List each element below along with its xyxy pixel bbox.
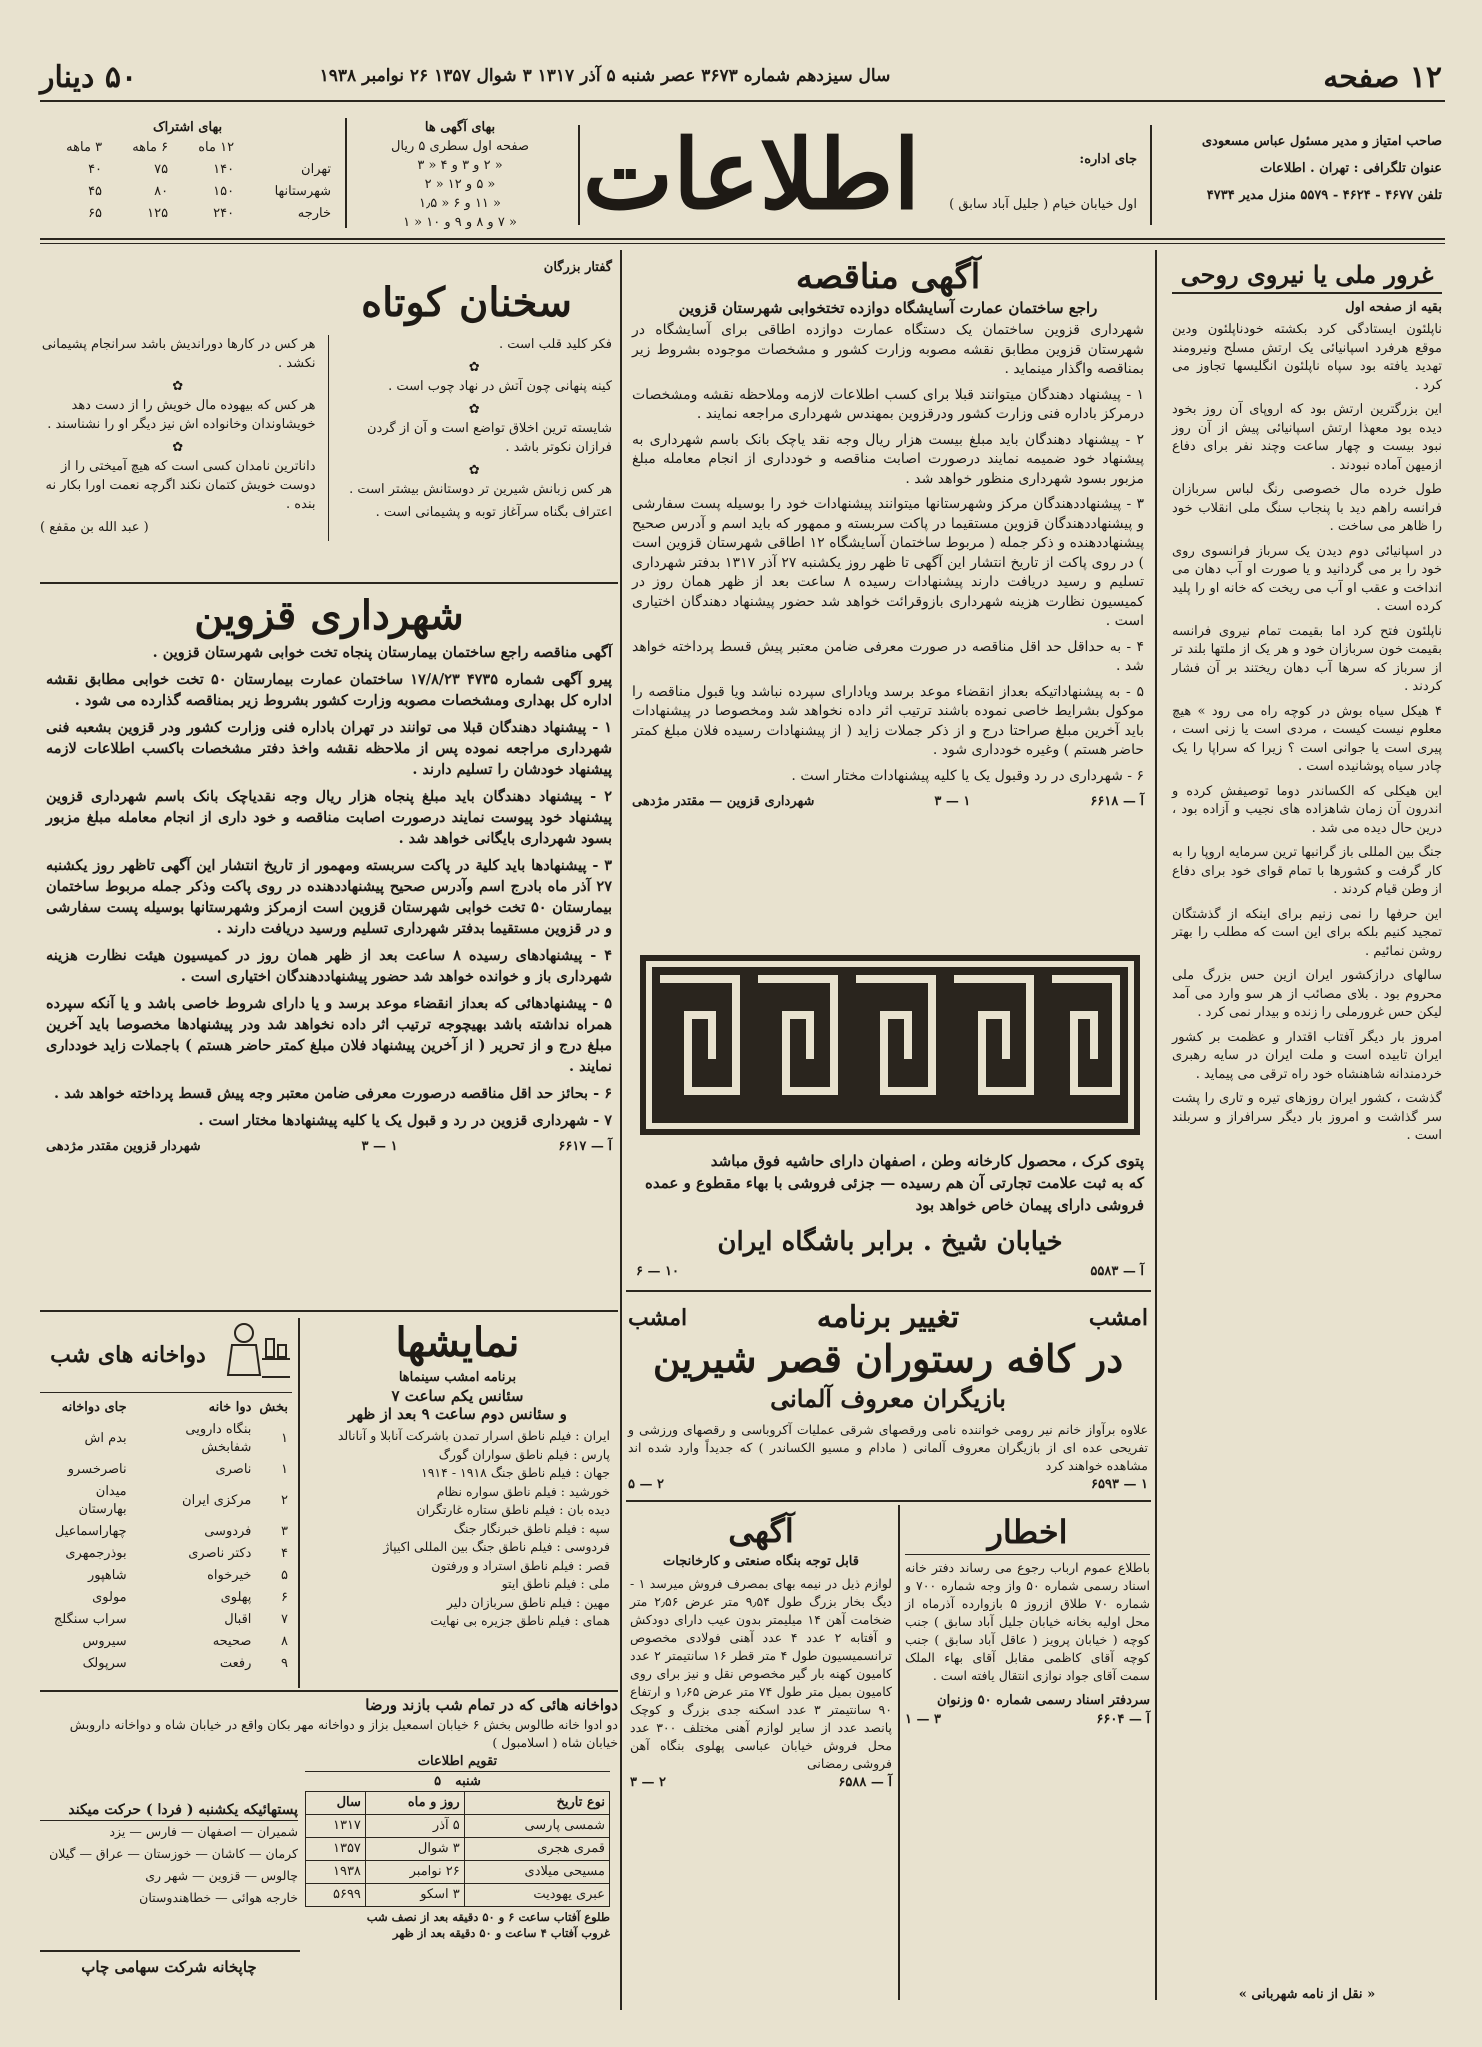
tender-code2: ۱ — ۳ — [934, 794, 971, 809]
article-subtitle: بقیه از صفحه اول — [1345, 300, 1442, 315]
cinema-listings — [305, 1318, 610, 1631]
article-paragraph: گذشت ، کشور ایران روزهای تیره و تاری را پشت سر گذاشت و امروز بار دیگر سرافراز و سربلند است . — [1172, 1091, 1442, 1143]
ad-rate-line: « ۱۱ و ۶ « ۱٫۵ — [419, 196, 501, 211]
saying: هر کس در کارها دوراندیش باشد سرانجام پشیمانی نکشد . — [41, 337, 316, 371]
pharmacy-table — [40, 1397, 292, 1675]
shows-subtitle: برنامه امشب سینماها — [398, 1370, 517, 1385]
ad-rates-title: بهای آگهی ها — [424, 120, 496, 135]
calendar-cell: ۲۶ نوامبر — [365, 1861, 464, 1884]
newspaper-title: اطلاعات — [582, 118, 920, 231]
blanket-text: که به ثبت علامت تجارتی آن هم رسیده — جزئی فروشی با بهاء مقطوع و عمده — [645, 1174, 1144, 1192]
cinema-listing: ایران : فیلم ناطق اسرار تمدن باشرکت آنابلا و آنانالد — [337, 1428, 610, 1443]
notice-body: لوازم ذیل در نیمه بهای بمصرف فروش میرسد ۱ - دیگ بخار بزرگ طول ۹٫۵۴ متر عرض ۲٫۵۶ متر ضخامت آهن ۱۴ میلیمتر بدون عیب دارای دودکش و آفتابه ۲ عدد ۴ عدد آهنی فولادی مخصوص ترانسمیسیون طول ۴ متر قطر ۱۶ سانتیمتر ۲ عدد کامیون کهنه بار گیر مخصوص نقل و نیز برای روی کامیون بمیل متر طول ۷۴ متر عرض ۱٫۶۵ و ارتفاع ۹۰ سانتیمتر ۳ عدد اسکنه جدی بزرگ و کوچک پانصد عدد از سایر لوازم آهنی مختلف ۳۰۰ عدد محل فروش خیابان عباسی پهلوی بنگاه آهن فروشی رمضانی — [630, 1576, 893, 1771]
blanket-text: پتوی کرک ، محصول کارخانه وطن ، اصفهان دارای حاشیه فوق مباشد — [710, 1152, 1144, 1170]
tender-ad — [632, 255, 1144, 811]
sub-cell: ۱۲۵ — [147, 206, 169, 221]
pharmacy-cell: سرپولک — [82, 1656, 127, 1671]
warning-code2: ۳ — ۱ — [905, 1712, 942, 1727]
notice-title: آگهی — [728, 1512, 794, 1550]
subscription-title: بهای اشتراک — [152, 120, 223, 135]
sub-cell: ۴۰ — [88, 162, 103, 177]
sub-header: ۶ ماهه — [132, 140, 169, 155]
cafe-code2: ۲ — ۵ — [628, 1477, 665, 1492]
pharmacy-cell: سیروس — [82, 1634, 127, 1649]
cafe-tonight: امشب — [1088, 1304, 1148, 1331]
qazvin-clause: ۱ - پیشنهاد دهندگان قبلا می توانند در تهران باداره فنی وزارت کشور ودر قزوین بشعبه فنی شهرداری مراجعه نموده پس از ملاحظه نقشه واخذ دفتر مشخصات باکسب اطلاعات لازمه پیشنهاد خودشان را تسلیم دارند . — [46, 719, 612, 778]
cinema-listing: مهین : فیلم ناطق سربازان دلیر — [446, 1594, 610, 1610]
cinema-listing: دیده بان : فیلم ناطق ستاره غارتگران — [416, 1502, 610, 1517]
calendar-day-num: ۵ — [434, 1774, 442, 1789]
pharmacy-cell: رفعت — [219, 1656, 252, 1671]
notice-subtitle: قابل توجه بنگاه صنعتی و کارخانجات — [662, 1554, 859, 1569]
qazvin-municipality-ad — [46, 590, 612, 1156]
saying: کینه پنهانی چون آتش در نهاد چوب است . — [388, 379, 612, 394]
greek-key-icon — [640, 955, 1140, 1135]
cafe-ad — [628, 1300, 1148, 1494]
article-paragraph: این حرفها را نمی زنیم برای اینکه از گذشتگان تمجید کنیم بلکه برای این است که مطلب را بهتر روشن نمائیم . — [1172, 906, 1442, 959]
pharmacy-row — [40, 1653, 292, 1675]
pharmacy-cell: ۵ — [281, 1568, 288, 1583]
article-paragraph: این هیکلی که الکساندر دوما توصیفش کرده و اندرون آن زمان شاهزاده های نجیب و آزاده بود ، درین حال دیده می شد . — [1172, 783, 1442, 836]
tender-clause: شهرداری قزوین ساختمان یک دستگاه عمارت دوازده اطاقی برای آسایشگاه در شهرستان قزوین مطابق نقشه مصوبه وزارت کشور و مشخصات موجوده بشروط زیر بمناقصه واگذار مینماید . — [632, 322, 1144, 377]
cafe-change: تغییر برنامه — [816, 1300, 960, 1335]
tender-title: آگهی مناقصه — [795, 257, 981, 297]
post-route: چالوس — قزوین — شهر ری — [145, 1868, 298, 1883]
article-paragraph: ناپلئون ایستادگی کرد بکشته خودناپلئون ودین موقع هرفرد اسپانیائی یک ارتش مسلح ونیرومند تهدید یافته بود سپاه ناپلئون انگلیسها تجاوز می کرد . — [1172, 322, 1442, 393]
warning-ad — [905, 1510, 1150, 1729]
night-pharmacies — [40, 1318, 292, 1675]
all-night-pharmacies — [40, 1694, 618, 1752]
post-route: خارجه هوائی — خطاهندوستان — [139, 1890, 298, 1905]
saying-attribution: ( عبد الله بن مقفع ) — [40, 520, 149, 535]
post-departures — [40, 1800, 298, 1909]
tender-code: آ — ۶۶۱۸ — [1090, 794, 1144, 809]
date-line: سال سیزدهم شماره ۳۶۷۳ عصر شنبه ۵ آذر ۱۳۱۷ ۳ شوال ۱۳۵۷ ۲۶ نوامبر ۱۹۳۸ — [319, 66, 891, 86]
pharmacy-cell: ۱ — [281, 1462, 288, 1477]
calendar-header: نوع تاریخ — [464, 1792, 609, 1815]
shows-times: سئانس یکم ساعت ۷ — [391, 1387, 524, 1405]
cafe-code: ۱ — ۶۵۹۳ — [1091, 1477, 1148, 1492]
pharmacy-row — [40, 1481, 292, 1521]
sub-cell: خارجه — [297, 206, 331, 221]
cinema-listing: ملی : فیلم ناطق ایتو — [501, 1576, 610, 1591]
post-route: شمیران — اصفهان — فارس — یزد — [109, 1824, 298, 1839]
pharmacy-header: دوا خانه — [208, 1400, 252, 1415]
owner-block — [1192, 132, 1442, 205]
pharmacy-cell: شاهپور — [88, 1568, 127, 1583]
calendar-cell: ۳ شوال — [365, 1838, 464, 1861]
cinema-listing: فردوسی : فیلم ناطق جنگ بین المللی اکیپاژ — [383, 1539, 610, 1554]
sub-cell: تهران — [301, 162, 331, 177]
saying: هر کس زبانش شیرین تر دوستانش بیشتر است . — [349, 482, 612, 497]
tender-intro: راجع ساختمان عمارت آسایشگاه دوازده تختخوابی شهرستان قزوین — [678, 299, 1098, 317]
cafe-subtitle: بازیگران معروف آلمانی — [770, 1384, 1006, 1413]
sub-header: ۳ ماهه — [66, 140, 103, 155]
pharmacy-cell: ۳ — [281, 1524, 288, 1539]
pharmacy-cell: ۱ — [281, 1431, 288, 1446]
qazvin-code: آ — ۶۶۱۷ — [558, 1139, 612, 1154]
pharmacy-cell: ۶ — [281, 1590, 288, 1605]
tender-clause: ۶ - شهرداری در رد وقبول یک یا کلیه پیشنهادات مختار است . — [791, 767, 1144, 784]
calendar-cell: ۵۶۹۹ — [306, 1884, 366, 1907]
ad-rate-line: « ۵ و ۱۲ « ۲ — [424, 177, 496, 192]
sayings-kicker: گفتار بزرگان — [543, 260, 612, 275]
pharmacy-cell: ناصرخسرو — [67, 1462, 127, 1477]
sub-header — [238, 137, 335, 159]
article-paragraph: ناپلئون فتح کرد اما بقیمت تمام نیروی فرانسه بقیمت خون سربازان خود و هر یک از ملتها بلند تر از سرباز که سرها آب دهان ریختند بر آن فشار کردند . — [1172, 623, 1442, 694]
sub-cell: ۷۵ — [154, 162, 169, 177]
article-paragraph: ۴ هیکل سیاه بوش در کوچه راه می رود » هیچ معلوم نیست کیست ، مردی است یا زنی است ، پیری است یا جوانی است ؟ زیرا که سراپا را یک چادر سیاه پوشانیده است . — [1172, 703, 1442, 774]
sub-cell: ۸۰ — [154, 184, 169, 199]
owner-line: صاحب امتیاز و مدیر مسئول عباس مسعودی — [1201, 134, 1442, 149]
blanket-code: آ — ۵۵۸۳ — [1090, 1264, 1144, 1279]
cinema-listing: سپه : فیلم ناطق خبرنگار جنگ — [453, 1520, 610, 1536]
qazvin-title: شهرداری قزوین — [194, 592, 464, 639]
calendar-cell: ۱۹۳۸ — [306, 1861, 366, 1884]
calendar-cell: عبری یهودیت — [464, 1884, 609, 1907]
qazvin-clause: ۳ - پیشنهادها باید کلیة در پاکت سربسته ومهمور از تاریخ انتشار این آگهی تاظهر روز یکشنبه ۲۷ آذر ماه بادرج اسم وآدرس صحیح پیشنهاددهنده در روی پاکت وذکر جمله مربوط ساختمان بیمارستان ۵۰ تخت خوابی شهرستان قزوین است ازمرکز وشهرستانها بوسیله پست سفارشی و در قزوین مستقیما بدفتر شهرداری تسلیم ورسید دریافت دارند . — [46, 857, 612, 937]
calendar-title: تقویم اطلاعات — [305, 1752, 610, 1772]
pharmacy-row — [40, 1543, 292, 1565]
article-paragraph: این بزرگترین ارتش بود که اروپای آن روز بخود دیده بود معهذا ارتش اسپانیائی پیش از آن روز نبود بیست و چهار ساعت وچند نفر برای دفاع ازمیهن آماده نبودند . — [1172, 402, 1442, 473]
pharmacy-cell: ۲ — [281, 1493, 288, 1508]
qazvin-clause: ۶ - بحائز حد اقل مناقصه درصورت معرفی ضامن معتبر وجه پیش قسط پرداخته خواهد شد . — [54, 1085, 612, 1102]
warning-title: اخطار — [905, 1510, 1150, 1555]
article-footer: « نقل از نامه شهربانی » — [1238, 1987, 1376, 2002]
cinema-listing: خورشید : فیلم ناطق سواره نظام — [436, 1483, 610, 1499]
calendar-row — [306, 1838, 610, 1861]
calendar-row — [306, 1884, 610, 1907]
qazvin-clause: ۵ - پیشنهادهائی که بعداز انقضاء موعد برسد و یا دارای شروط خاصی باشد و یا آنکه سپرده همراه نداشته باشد بهیچوجه ترتیب اثر داده نخواهد شد ودر پیشنهادها مخصوصا باید آخرین مبلغ درج و از تحریر ( از آخرین پیشنهاد فلان مبلغ کمتر حاضر هستم ) باجملات زاید خودداری نمایند . — [46, 995, 612, 1075]
pharmacy-cell: ۴ — [281, 1546, 288, 1561]
pharmacy-row — [40, 1609, 292, 1631]
post-route: کرمان — کاشان — خوزستان — عراق — گیلان — [49, 1846, 298, 1861]
shows-times: و سئانس دوم ساعت ۹ بعد از ظهر — [348, 1405, 567, 1423]
qazvin-signature: شهردار قزوین مقتدر مژدهی — [46, 1139, 201, 1154]
sayings-title: سخنان کوتاه — [361, 279, 572, 326]
cinema-listing: همای : فیلم ناطق جزیره بی نهایت — [430, 1613, 610, 1628]
pharmacist-icon — [222, 1319, 292, 1391]
qazvin-clause: ۴ - پیشنهادهای رسیده ۸ ساعت بعد از ظهر همان روز در کمیسیون هیئت نظارت هزینه شهرداری باز و خوانده خواهد شد حضور پیشنهاددهندگان اختیاری است . — [46, 947, 613, 985]
pharmacy-cell: ۹ — [281, 1656, 288, 1671]
pharmacy-cell: خیرخواه — [207, 1568, 252, 1583]
ad-rates — [355, 118, 565, 232]
tender-clause: ۲ - پیشنهاد دهندگان باید مبلغ بیست هزار ریال وجه نقد یاچک بانک باسم شهرداری به پیشنهاد خود ضمیمه نمایند درصورت اصابت مناقصه و خودداری از انجام معامله مبلغ مزبور بسود شهرداری منظور خواهد شد . — [632, 431, 1144, 487]
article-paragraph: امروز بار دیگر آفتاب اقتدار و عظمت بر کشور ایران تابیده است و ملت ایران در سایه رهبری خردمندانه شاهنشاه خود راه ترقی می پیماید . — [1172, 1029, 1442, 1082]
pharmacy-row — [40, 1565, 292, 1587]
tender-clause: ۵ - به پیشنهاداتیکه بعداز انقضاء موعد برسد ویادارای سپرده نباشد ویا قبول مناقصه را موکول بشرایط خاصی نموده باشند ترتیب اثر داده نخواهد شد ومخصوصا در پیشنهادات باید آخرین مبلغ صراحتا درج و از ذکر جملات زاید ( از پیشنهادات رسیده فلان مبلغ کمتر حاضر هستم ) وغیره خودداری شود . — [632, 683, 1144, 758]
post-title: پستهائیکه یکشنبه ( فردا ) حرکت میکند — [40, 1800, 298, 1821]
article-paragraph: جنگ بین المللی باز گرانبها ترین سرمایه اروپا را به کار گرفت و کشورها با تمام قوای خود برای دفاع از وطن قیام کردند . — [1172, 845, 1442, 897]
warning-signature: سردفتر اسناد رسمی شماره ۵۰ وزنوان — [937, 1693, 1150, 1708]
article-paragraph: در اسپانیائی دوم دیدن یک سرباز فرانسوی روی خود را بر می گردانید و یا صورت او آب دهان می انداخت و عقب او آب می ریخت که خانه او را پلید کرده است . — [1172, 543, 1442, 614]
pharmacy-cell: مولوی — [92, 1590, 127, 1605]
qazvin-clause: ۲ - پیشنهاد دهندگان باید مبلغ پنجاه هزار ریال وجه نقدیاچک بانک باسم شهرداری قزوین پیشنهاد خود پیوست نمایند درصورت اصابت مناقصه و خود داری از انجام معامله مبلغ مزبور بسود شهرداری بایگانی خواهد شد . — [46, 788, 612, 847]
pharmacy-cell: بنگاه دارویی شفابخش — [185, 1422, 252, 1455]
ad-rate-line: « ۲ و ۳ و ۴ « ۳ — [417, 158, 503, 173]
printer-credit: چاپخانه شرکت سهامی چاپ — [81, 1958, 257, 1976]
short-sayings: گفتار بزرگان سخنان کوتاه فکر کلید قلب است . ✿ کینه پنهانی چون آتش در نهاد چوب است . ✿ شایسته ترین اخلاق تواضع است و آن از گردن فرازان نکوتر باشد . ✿ هر کس زبانش شیرین تر دوستانش بیشتر است . اعتراف بگناه سرآغاز توبه و پشیمانی است . هر کس در کارها دوراندیش باشد سرانجام پشیمانی نکشد . ✿ هر کس که بیهوده مال خویش را از دست دهد خویشاوندان وخانواده اش نیز دیگر او را نشناسند . ✿ داناترین نامدان کسی است که هیچ آمیختی را از دوست خویش کتمان نکند اگرچه نعمت اورا بکار نه بنده . ( عبد الله بن مقفع ) — [40, 258, 612, 541]
office-label: جای اداره: — [1079, 152, 1137, 167]
ad-rate-line: « ۷ و ۸ و ۹ و ۱۰ « ۱ — [403, 215, 517, 230]
owner-line: عنوان تلگرافی : تهران . اطلاعات — [1259, 161, 1442, 176]
pharmacy-row — [40, 1419, 292, 1459]
blanket-code2: ۱۰ — ۶ — [636, 1264, 680, 1279]
pharmacy-banner: دواخانه های شب — [50, 1342, 206, 1368]
saying: شایسته ترین اخلاق تواضع است و آن از گردن فرازان نکوتر باشد . — [366, 421, 612, 455]
calendar-cell: ۳ اسکو — [365, 1884, 464, 1907]
calendar-row — [306, 1815, 610, 1838]
tender-signature: شهرداری قزوین — مقتدر مژدهی — [632, 794, 815, 809]
sub-cell: ۴۵ — [88, 184, 103, 199]
calendar-sunset: غروب آفتاب ۴ ساعت و ۵۰ دقیقه بعد از ظهر — [392, 1926, 610, 1940]
machinery-notice-ad — [630, 1510, 892, 1792]
calendar-table — [305, 1791, 610, 1907]
pharmacy-header: جای دواخانه — [61, 1400, 127, 1415]
pharmacy-cell: مرکزی ایران — [182, 1493, 252, 1508]
calendar-cell: قمری هجری — [464, 1838, 609, 1861]
calendar-header: روز و ماه — [365, 1792, 464, 1815]
page-number: ۱۲ صفحه — [1323, 60, 1442, 95]
cafe-title: در کافه رستوران قصر شیرین — [652, 1336, 1124, 1381]
greek-key-ornament — [640, 955, 1140, 1135]
ad-rate-line: صفحه اول سطری ۵ ریال — [390, 139, 530, 154]
saying: اعتراف بگناه سرآغاز توبه و پشیمانی است . — [375, 505, 612, 520]
calendar-day: شنبه — [455, 1774, 481, 1789]
sub-header: ۱۲ ماه — [198, 140, 235, 155]
pharmacy-cell: میدان بهارستان — [78, 1484, 127, 1517]
calendar-box — [305, 1752, 610, 1941]
blanket-text: فروشی دارای پیمان خاص خواهد بود — [915, 1196, 1144, 1214]
calendar-cell: ۵ آذر — [365, 1815, 464, 1838]
calendar-cell: شمسی پارسی — [464, 1815, 609, 1838]
office-address: اول خیابان خیام ( جلیل آباد سابق ) — [949, 197, 1137, 212]
sub-cell: شهرستانها — [274, 184, 331, 199]
calendar-header: سال — [306, 1792, 366, 1815]
qazvin-code2: ۱ — ۳ — [361, 1139, 398, 1154]
owner-line: تلفن ۴۶۷۷ - ۴۶۲۴ - ۵۵۷۹ منزل مدیر ۴۷۳۴ — [1206, 188, 1442, 203]
blanket-address: خیابان شیخ . برابر باشگاه ایران — [717, 1227, 1063, 1257]
pharmacy-cell: اقبال — [224, 1612, 252, 1627]
pharmacy-cell: سراب سنگلج — [53, 1612, 127, 1627]
tender-clause: ۳ - پیشنهاددهندگان مرکز وشهرستانها میتوانند پیشنهادات خود را بوسیله پست سفارشی و پیشنهاددهندگان قزوین مستقیما در پاکت سربسته و ممهور که باید اسم و آدرس صحیح پیشنهاددهنده و ذکر جمله ( مربوط ساختمان آسایشگاه ۱۲ اطاقی شهرستان قزوین است ) در روی پاکت از تاریخ انتشار این آگهی تا ظهر روز یکشنبه ۲۷ آذر ۱۳۱۷ بدفتر شهرداری تسلیم و رسید دریافت دارند پیشنهادات رسیده ۸ ساعت بعد از ظهر همان روز در کمیسیون نظارت هزینه شهرداری بازوقرائت خواهد شد حضور پیشنهاد دهندگان اختیاری است . — [632, 496, 1144, 629]
pharmacy-cell: صحیحه — [212, 1634, 252, 1649]
pharmacy-row — [40, 1521, 292, 1543]
all-night-title: دواخانه هائی که در تمام شب بازند ورضا — [365, 1696, 618, 1714]
article-national-pride — [1172, 258, 1442, 1152]
cafe-body: علاوه برآواز خانم نیر رومی خواننده نامی ورقصهای شرقی عملیات آکروباسی و رقصهای ورزشی و تفریحی عده ای از بازیگران معروف آلمانی ( مادام و مسیو الکساندر ) که جدیداً وارد شده اند مشاهده خواهند کرد — [628, 1422, 1148, 1473]
qazvin-clause: پیرو آگهی شماره ۴۷۳۵ ۱۷/۸/۲۳ ساختمان عمارت بیمارستان ۵۰ تخت خوابی مطابق نقشه اداره کل بهداری ومشخصات مصوبه وزارت کشور بشروط زیر بمناقصه گذارده می شود . — [46, 671, 612, 709]
pharmacy-cell: پهلوی — [220, 1590, 252, 1605]
article-paragraph: سالهای درازکشور ایران ازین حس بزرگ ملی محروم بود . بلای مصائب از هر سو وارد می آمد لیکن حس غرورملی را زنده و بیدار نمی کرد . — [1172, 968, 1442, 1020]
pharmacy-cell: دکتر ناصری — [188, 1546, 252, 1561]
pharmacy-header: بخش — [259, 1400, 288, 1415]
all-night-text: دو ادوا خانه طالوس بخش ۶ خیابان اسمعیل بزاز و دواخانه مهر بکان واقع در خیابان شاه و دواخانه داروبش خیابان شاه ( اسلامبول ) — [69, 1717, 618, 1750]
pharmacy-cell: بوذرجمهری — [65, 1546, 127, 1561]
pharmacy-cell: ۷ — [281, 1612, 288, 1627]
pharmacy-cell: فردوسی — [204, 1524, 252, 1539]
calendar-sunrise: طلوع آفتاب ساعت ۶ و ۵۰ دقیقه بعد از نصف شب — [366, 1910, 610, 1924]
sub-cell: ۱۴۰ — [213, 162, 235, 177]
calendar-row — [306, 1861, 610, 1884]
calendar-cell: ۱۳۵۷ — [306, 1838, 366, 1861]
cinema-listing: قصر : فیلم ناطق استراد و ورفتون — [431, 1557, 610, 1573]
cafe-tonight: امشب — [628, 1304, 688, 1331]
subscription-box — [40, 118, 335, 225]
sub-cell: ۲۴۰ — [213, 206, 235, 221]
shows-title: نمایشها — [395, 1319, 520, 1366]
saying: هر کس که بیهوده مال خویش را از دست دهد خویشاوندان وخانواده اش نیز دیگر او را نشناسند . — [47, 398, 316, 432]
warning-code: آ — ۶۶۰۴ — [1096, 1712, 1150, 1727]
saying: داناترین نامدان کسی است که هیچ آمیختی را از دوست خویش کتمان نکند اگرچه نعمت اورا بکار نه بنده . — [45, 459, 316, 512]
tender-clause: ۴ - به حداقل حد اقل مناقصه در صورت معرفی ضامن معتبر پیش قسط پرداخته خواهد شد . — [632, 638, 1144, 674]
pharmacy-cell: چهاراسماعیل — [54, 1524, 127, 1539]
blanket-ad — [636, 1150, 1144, 1281]
price: ۵۰ دینار — [40, 60, 138, 95]
qazvin-clause: ۷ - شهرداری قزوین در رد و قبول یک یا کلیه پیشنهادها مختار است . — [198, 1112, 612, 1129]
cinema-listing: جهان : فیلم ناطق جنگ ۱۹۱۸ - ۱۹۱۴ — [421, 1465, 610, 1480]
pharmacy-row — [40, 1459, 292, 1481]
calendar-cell: ۱۳۱۷ — [306, 1815, 366, 1838]
pharmacy-row — [40, 1587, 292, 1609]
article-title: غرور ملی یا نیروی روحی — [1172, 258, 1442, 294]
cinema-listing: پارس : فیلم ناطق سواران گورگ — [438, 1446, 610, 1462]
pharmacy-row — [40, 1631, 292, 1653]
tender-clause: ۱ - پیشنهاد دهندگان میتوانند قبلا برای کسب اطلاعات لازمه وملاحظه نقشه ومشخصات درمرکز باداره فنی وزارت کشور ودرقزوین بمهندس شهرداری مراجعه نمایند . — [632, 386, 1144, 422]
pharmacy-cell: ناصری — [215, 1462, 252, 1477]
qazvin-intro: آگهی مناقصه راجع ساختمان بیمارستان پنجاه تخت خوابی شهرستان قزوین . — [152, 644, 612, 661]
sub-cell: ۱۵۰ — [213, 184, 235, 199]
pharmacy-cell: ۸ — [281, 1634, 288, 1649]
pharmacy-cell: بدم اش — [84, 1431, 127, 1446]
sub-cell: ۶۵ — [88, 206, 103, 221]
saying: فکر کلید قلب است . — [498, 337, 612, 352]
warning-body: باطلاع عموم ارباب رجوع می رساند دفتر خانه اسناد رسمی شماره ۵۰ واز وجه شماره ۷۰۰ و شماره ۷۰ طلاق ازروز ۵ بازوارده آذرماه از محل اولیه بخانه خیابان جلیل آباد سابق ) جنب کوچه ( خیابان پرویز ( عاقل آباد سابق ) جنب کوچه آقای کاظمی مقابل آقای بهاء الملک سمت آقای جواد نوازی انتقال یافته است . — [905, 1560, 1150, 1683]
subscription-table — [40, 137, 335, 225]
notice-code: آ — ۶۵۸۸ — [838, 1775, 892, 1790]
notice-code2: ۲ — ۳ — [630, 1775, 667, 1790]
article-paragraph: طول خرده مال خصوصی رنگ لباس سربازان فرانسه راهم دید با پنجاب سنگ ملی انقلاب خود را ظاهر می ساخت . — [1172, 482, 1442, 534]
calendar-cell: مسیحی میلادی — [464, 1861, 609, 1884]
